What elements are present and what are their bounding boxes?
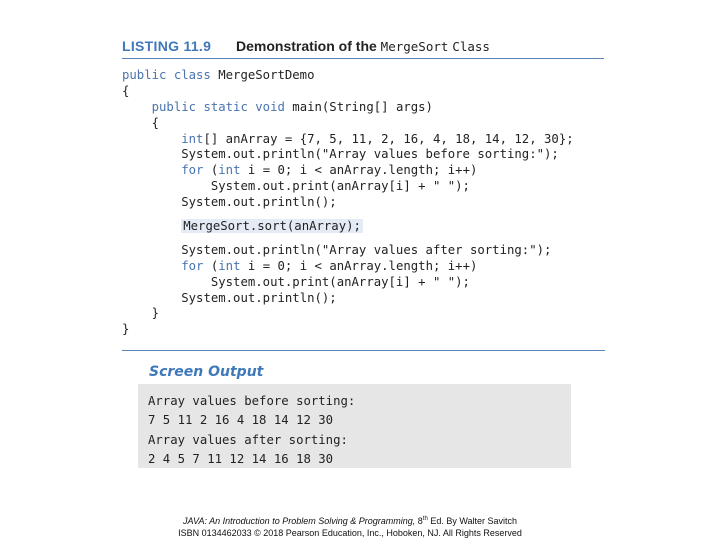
- code-highlighted-statement: [181, 219, 363, 233]
- code-indent: [122, 147, 181, 161]
- listing-caption-class-name: MergeSort: [380, 39, 449, 54]
- code-statement: [181, 163, 477, 177]
- code-indent: [122, 219, 181, 233]
- code-indent: [122, 275, 211, 289]
- code-statement: [152, 100, 433, 114]
- listing-caption-class-word: Class: [452, 39, 490, 54]
- code-statement: [181, 291, 336, 305]
- code-statement: [181, 147, 559, 161]
- code-keyword: int: [218, 258, 241, 273]
- code-indent: [122, 163, 181, 177]
- code-gap: [122, 235, 574, 243]
- code-line: [122, 179, 574, 195]
- footer-line-2: ISBN 0134462033 © 2018 Pearson Education, Inc., Hoboken, NJ. All Rights Reserved: [178, 528, 522, 538]
- footer-line-1: [0, 513, 700, 527]
- footer-edition-rest: Ed. By Walter Savitch: [430, 516, 518, 526]
- code-text: {: [122, 83, 130, 98]
- code-text: MergeSortDemo: [210, 68, 315, 82]
- code-statement: [181, 195, 336, 209]
- code-text: {: [151, 115, 160, 130]
- code-indent: [122, 132, 181, 146]
- code-statement: [122, 322, 129, 336]
- code-text: System.out.println("Array values after sorting:");: [181, 242, 552, 257]
- code-indent: [122, 291, 181, 305]
- code-keyword: public class: [122, 68, 211, 82]
- code-keyword: public static void: [151, 99, 285, 114]
- code-indent: [122, 100, 152, 114]
- listing-label: LISTING 11.9: [122, 38, 212, 54]
- listing-caption-text: Demonstration of the: [236, 38, 377, 54]
- output-line: Array values before sorting:: [148, 394, 356, 408]
- code-line: [122, 322, 574, 338]
- code-keyword: for: [181, 258, 204, 273]
- code-statement: [122, 84, 129, 98]
- code-line: [122, 275, 574, 291]
- code-text: [] anArray = {7, 5, 11, 2, 16, 4, 18, 14, 12, 30};: [203, 131, 574, 146]
- code-text: System.out.print(anArray[i] + " ");: [210, 274, 470, 289]
- screen-output-title: Screen Output: [149, 364, 264, 380]
- code-line: [122, 243, 574, 259]
- code-line: [122, 291, 574, 307]
- code-line: [122, 306, 574, 322]
- output-line: 2 4 5 7 11 12 14 16 18 30: [148, 451, 334, 466]
- code-text: MergeSort.sort(anArray);: [183, 219, 361, 234]
- output-line: Array values after sorting:: [148, 432, 348, 447]
- code-indent: [122, 179, 211, 193]
- code-indent: [122, 306, 152, 320]
- code-text: }: [122, 322, 130, 337]
- code-statement: [211, 179, 470, 193]
- footer: [0, 513, 700, 539]
- code-text: i = 0; i < anArray.length; i++): [240, 163, 478, 178]
- code-text: (: [203, 258, 219, 273]
- listing-caption: [236, 38, 490, 54]
- code-statement: [122, 68, 315, 82]
- code-listing: [122, 68, 574, 338]
- code-line: [122, 84, 574, 100]
- code-statement: [181, 132, 573, 146]
- code-line: [122, 68, 574, 84]
- screen-output-lines: [148, 392, 355, 469]
- code-text: }: [151, 306, 160, 321]
- output-line: 7 5 11 2 16 4 18 14 12 30: [148, 413, 334, 428]
- footer-edition-num: 8: [417, 516, 423, 526]
- code-line: [122, 219, 574, 235]
- footer-book-title: JAVA: An Introduction to Problem Solving & Programming,: [182, 516, 416, 526]
- code-keyword: int: [218, 163, 241, 178]
- code-text: i = 0; i < anArray.length; i++): [240, 258, 478, 273]
- listing-header: [122, 36, 604, 59]
- code-keyword: for: [181, 163, 204, 178]
- code-text: (: [203, 163, 219, 178]
- code-line: [122, 100, 574, 116]
- code-keyword: int: [181, 131, 204, 146]
- code-line: [122, 132, 574, 148]
- code-line: [122, 116, 574, 132]
- code-statement: [152, 306, 159, 320]
- code-line: [122, 259, 574, 275]
- code-statement: [152, 116, 159, 130]
- screen-output-box: [138, 384, 571, 468]
- code-statement: [181, 243, 551, 257]
- code-text: System.out.print(anArray[i] + " ");: [210, 179, 470, 194]
- code-text: main(String[] args): [284, 99, 433, 114]
- code-text: System.out.println("Array values before sorting:");: [181, 147, 559, 162]
- code-indent: [122, 243, 181, 257]
- code-text: System.out.println();: [181, 195, 337, 210]
- code-indent: [122, 259, 181, 273]
- code-statement: [181, 259, 477, 273]
- code-statement: [211, 275, 470, 289]
- code-indent: [122, 195, 181, 209]
- listing-bottom-rule: [122, 350, 605, 351]
- code-line: [122, 147, 574, 163]
- footer-edition-sup: th: [422, 516, 428, 522]
- code-indent: [122, 116, 152, 130]
- code-gap: [122, 211, 574, 219]
- code-line: [122, 195, 574, 211]
- code-line: [122, 163, 574, 179]
- code-text: System.out.println();: [181, 290, 337, 305]
